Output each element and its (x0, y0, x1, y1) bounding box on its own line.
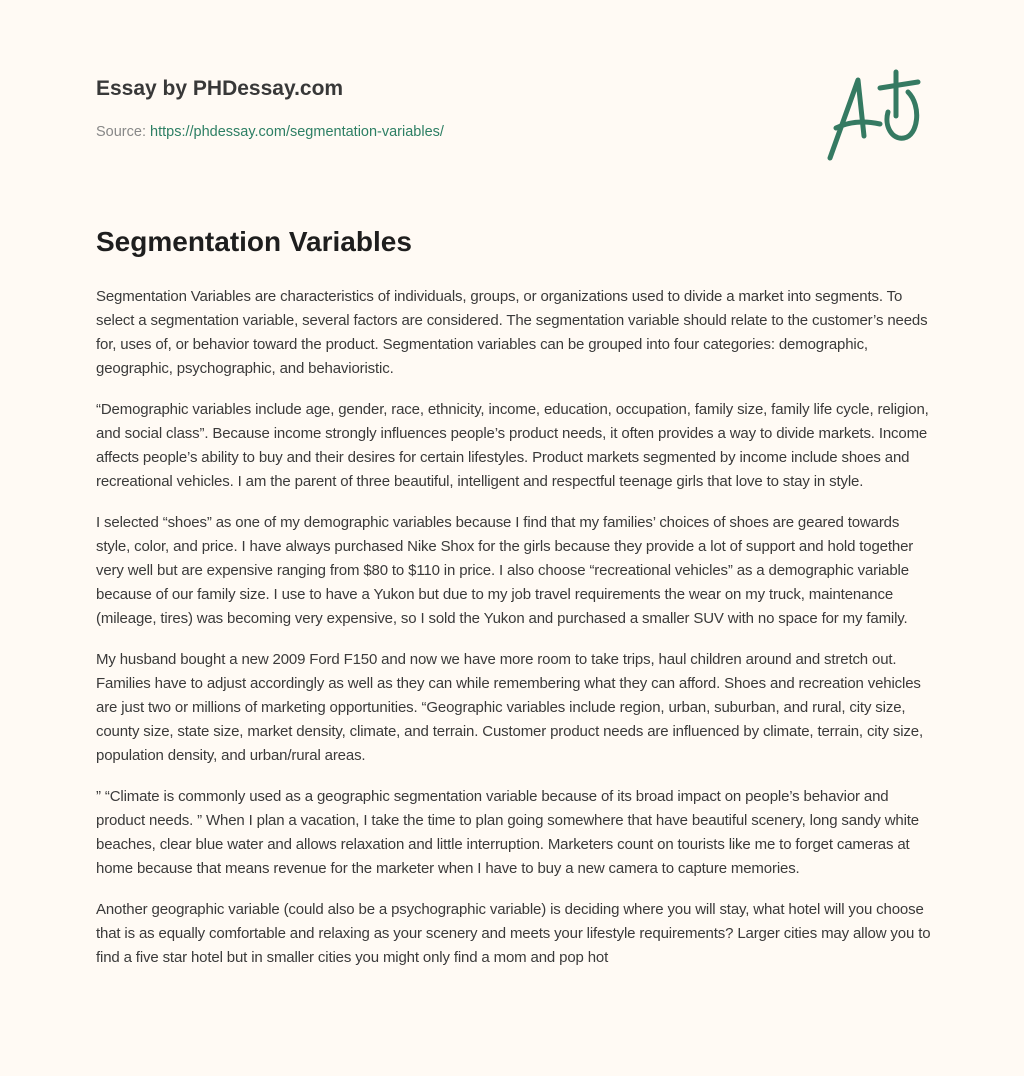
paragraph: I selected “shoes” as one of my demographic variables because I find that my families’ choices of shoes are geared towards style, color, and price. I have always purchased Nike Shox for the girls because they provide a lot of support and hold together very well but are expensive ranging from $80 to $110 in price. I also choose “recreational vehicles” as a demographic variable because of our family size. I use to have a Yukon but due to my job travel requirements the wear on my truck, maintenance (mileage, tires) was becoming very expensive, so I sold the Yukon and purchased a smaller SUV with no space for my family. (96, 514, 914, 627)
source-label: Source: (96, 124, 146, 140)
article-title: Segmentation Variables (96, 226, 412, 257)
source-link[interactable]: https://phdessay.com/segmentation-variables/ (150, 124, 444, 140)
paragraph: Segmentation Variables are characteristics of individuals, groups, or organizations used to divide a market into segments. To select a segmentation variable, several factors are considered. The segmentation variable should relate to the customer’s needs for, uses of, or behavior toward the product. Segmentation variables can be grouped into four categories: demographic, geographic, psychographic, and behavioristic. (96, 288, 928, 377)
site-brand: Essay by PHDessay.com (96, 77, 344, 100)
paragraph: ” “Climate is commonly used as a geographic segmentation variable because of its broad impact on people’s behavior and product needs. ” When I plan a vacation, I take the time to plan going somewhere that have beautiful scenery, long sandy white beaches, clear blue water and allows relaxation and little interruption. Marketers count on tourists like me to forget cameras at home because that means revenue for the marketer when I have to buy a new camera to capture memories. (96, 788, 919, 877)
source-line (96, 124, 444, 140)
paragraph: Another geographic variable (could also be a psychographic variable) is deciding where you will stay, what hotel will you choose that is as equally comfortable and relaxing as your scenery and meets your lifestyle requirements? Larger cities may allow you to find a five star hotel but in smaller cities you might only find a mom and pop hot (96, 901, 931, 966)
paragraph: “Demographic variables include age, gender, race, ethnicity, income, education, occupation, family size, family life cycle, religion, and social class”. Because income strongly influences people’s product needs, it often provides a way to divide markets. Income affects people’s ability to buy and their desires for certain lifestyles. Product markets segmented by income include shoes and recreational vehicles. I am the parent of three beautiful, intelligent and respectful teenage girls that love to stay in style. (96, 401, 929, 490)
article-body (96, 285, 932, 987)
a-plus-logo-icon (818, 66, 928, 166)
paragraph: My husband bought a new 2009 Ford F150 and now we have more room to take trips, haul children around and stretch out. Families have to adjust accordingly as well as they can while remembering what they can afford. Shoes and recreation vehicles are just two or millions of marketing opportunities. “Geographic variables include region, urban, suburban, and rural, city size, county size, state size, market density, climate, and terrain. Customer product needs are influenced by climate, terrain, city size, population density, and urban/rural areas. (96, 651, 923, 764)
